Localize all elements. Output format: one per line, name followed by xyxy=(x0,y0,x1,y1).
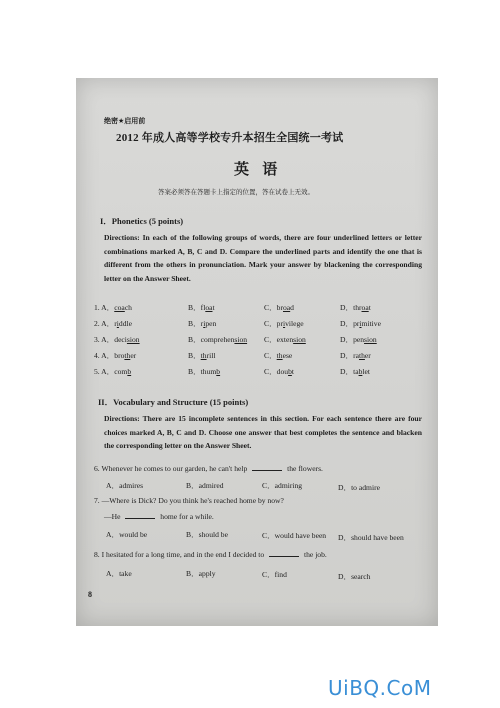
word-part: pr xyxy=(353,319,360,328)
word-part: bro xyxy=(114,351,125,360)
option-label: B． xyxy=(188,351,201,360)
secret-label: 绝密★启用前 xyxy=(104,117,146,125)
word-part: ra xyxy=(353,351,359,360)
word-part: t xyxy=(212,303,215,312)
phonetics-option xyxy=(94,318,132,329)
option-label: 5. A． xyxy=(94,367,115,376)
word-part: deci xyxy=(114,335,127,344)
question-number: 8. xyxy=(94,550,100,559)
phonetics-option xyxy=(264,334,306,345)
option-label: B． xyxy=(188,367,201,376)
q8-option-c: C．find xyxy=(262,570,287,579)
question-text-post: the job. xyxy=(304,550,327,559)
underlined-letters: oa xyxy=(205,303,213,312)
question-text-pre: I hesitated for a long time, and in the end I decided to xyxy=(101,550,265,559)
exam-title: 2012 年成人高等学校专升本招生全国统一考试 xyxy=(116,132,344,144)
phonetics-option xyxy=(94,334,140,345)
phonetics-option xyxy=(94,366,131,377)
word-part: pen xyxy=(353,335,365,344)
answer-blank xyxy=(252,470,282,471)
word-part: com xyxy=(114,367,128,376)
word-part: pen xyxy=(205,319,217,328)
word-part: ddle xyxy=(118,319,132,328)
q6-option-c: C．admiring xyxy=(262,481,303,490)
answer-blank xyxy=(125,518,155,519)
word-part: exten xyxy=(276,335,294,344)
underlined-letters: oa xyxy=(361,303,369,312)
question-8 xyxy=(94,550,327,559)
phonetics-option xyxy=(188,334,247,345)
q7-option-d: D．should have been xyxy=(338,533,404,542)
question-text-pre: —He xyxy=(104,512,121,521)
directions-text: There are 15 incomplete sentences in this section. For each sentence there are four choices marked A, B, C and D. Choose one answer that best completes the sentence and blacken the corresponding letter on the Answer Sheet. xyxy=(104,414,422,451)
phonetics-option xyxy=(340,350,371,361)
word-part: pr xyxy=(276,319,283,328)
option-label: B． xyxy=(188,319,201,328)
question-6 xyxy=(94,464,323,473)
exam-page xyxy=(76,78,438,626)
question-number: 7. xyxy=(94,496,100,505)
option-label: B． xyxy=(188,303,201,312)
directions-label: Directions: xyxy=(104,233,140,242)
word-part: vilege xyxy=(285,319,304,328)
word-part: comprehen xyxy=(200,335,235,344)
answer-notice: 答案必须答在答题卡上指定的位置，答在试卷上无效。 xyxy=(158,188,314,196)
q8-option-d: D．search xyxy=(338,572,371,581)
directions-label: Directions: xyxy=(104,414,140,423)
phonetics-option xyxy=(94,350,136,361)
underlined-letters: i xyxy=(203,319,206,328)
phonetics-option xyxy=(264,302,294,313)
word-part: br xyxy=(276,303,283,312)
q8-option-a: A．take xyxy=(106,569,132,578)
answer-blank xyxy=(269,556,299,557)
section2-directions xyxy=(104,412,422,453)
q6-option-d: D．to admire xyxy=(338,483,380,492)
word-part: thum xyxy=(200,367,217,376)
word-part: rill xyxy=(206,351,216,360)
underlined-letters: oa xyxy=(283,303,291,312)
word-part: r xyxy=(114,319,117,328)
underlined-letters: b xyxy=(216,367,221,376)
phonetics-option xyxy=(188,302,215,313)
underlined-letters: i xyxy=(116,319,119,328)
question-text-post: home for a while. xyxy=(160,512,214,521)
word-part: dou xyxy=(276,367,289,376)
phonetics-option xyxy=(188,318,216,329)
option-label: D． xyxy=(340,335,354,344)
option-label: D． xyxy=(340,351,354,360)
q7-option-a: A．would be xyxy=(106,530,148,539)
underlined-letters: i xyxy=(359,319,362,328)
word-part: ese xyxy=(282,351,293,360)
phonetics-option xyxy=(340,302,371,313)
option-label: 2. A． xyxy=(94,319,115,328)
phonetics-option xyxy=(340,366,370,377)
underlined-letters: sion xyxy=(234,335,248,344)
underlined-letters: th xyxy=(276,351,283,360)
word-part: t xyxy=(291,367,294,376)
phonetics-option xyxy=(188,350,215,361)
underlined-letters: th xyxy=(124,351,131,360)
section-title-phonetics: I．Phonetics (5 points) xyxy=(100,216,184,226)
site-watermark: UiBQ.CoM xyxy=(328,676,432,700)
word-part: t xyxy=(368,303,371,312)
question-text-pre: Whenever he comes to our garden, he can't help xyxy=(101,464,248,473)
word-part: fl xyxy=(200,303,206,312)
section1-directions xyxy=(104,231,422,285)
word-part: ch xyxy=(124,303,132,312)
phonetics-option xyxy=(340,334,377,345)
option-label: D． xyxy=(340,303,354,312)
page-number: 8 xyxy=(88,590,92,599)
underlined-letters: coa xyxy=(114,303,125,312)
phonetics-option xyxy=(264,366,294,377)
option-label: C． xyxy=(264,335,277,344)
option-label: C． xyxy=(264,367,277,376)
phonetics-option xyxy=(264,350,292,361)
phonetics-option xyxy=(264,318,304,329)
underlined-letters: th xyxy=(200,351,207,360)
option-label: C． xyxy=(264,303,277,312)
word-part: let xyxy=(362,367,370,376)
question-text-line1: —Where is Dick? Do you think he's reached home by now? xyxy=(101,496,284,505)
subject-title: 英 语 xyxy=(234,160,282,178)
word-part: thr xyxy=(353,303,362,312)
q6-option-b: B．admired xyxy=(186,481,224,490)
phonetics-option xyxy=(188,366,220,377)
option-label: 3. A． xyxy=(94,335,115,344)
section-title-vocabulary: II．Vocabulary and Structure (15 points) xyxy=(98,397,249,407)
directions-text: In each of the following groups of words, there are four underlined letters or letter combinations marked A, B, C and D. Compare the underlined parts and identify the one that is different from the others in pronunciation. Mark your answer by blackening the corresponding letter on the Answer Sheet. xyxy=(104,233,422,283)
underlined-letters: th xyxy=(358,351,365,360)
option-label: 1. A． xyxy=(94,303,115,312)
underlined-letters: sion xyxy=(364,335,377,344)
underlined-letters: sion xyxy=(293,335,306,344)
phonetics-option xyxy=(340,318,381,329)
option-label: 4. A． xyxy=(94,351,115,360)
option-label: C． xyxy=(264,351,277,360)
underlined-letters: b xyxy=(358,367,363,376)
question-text-post: the flowers. xyxy=(287,464,323,473)
option-label: B． xyxy=(188,335,201,344)
q8-option-b: B．apply xyxy=(186,569,216,578)
word-part: er xyxy=(130,351,137,360)
q7-option-c: C．would have been xyxy=(262,531,327,540)
question-7-reply xyxy=(104,512,214,521)
q7-option-b: B．should be xyxy=(186,530,228,539)
phonetics-option xyxy=(94,302,132,313)
option-label: D． xyxy=(340,319,354,328)
word-part: d xyxy=(290,303,294,312)
question-number: 6. xyxy=(94,464,100,473)
q6-option-a: A．admires xyxy=(106,481,144,490)
option-label: C． xyxy=(264,319,277,328)
word-part: ta xyxy=(353,367,359,376)
option-label: D． xyxy=(340,367,354,376)
question-7 xyxy=(94,496,284,505)
underlined-letters: b xyxy=(127,367,132,376)
underlined-letters: sion xyxy=(126,335,140,344)
word-part: r xyxy=(200,319,204,328)
underlined-letters: b xyxy=(288,367,292,376)
word-part: mitive xyxy=(361,319,381,328)
word-part: er xyxy=(364,351,371,360)
underlined-letters: i xyxy=(283,319,286,328)
